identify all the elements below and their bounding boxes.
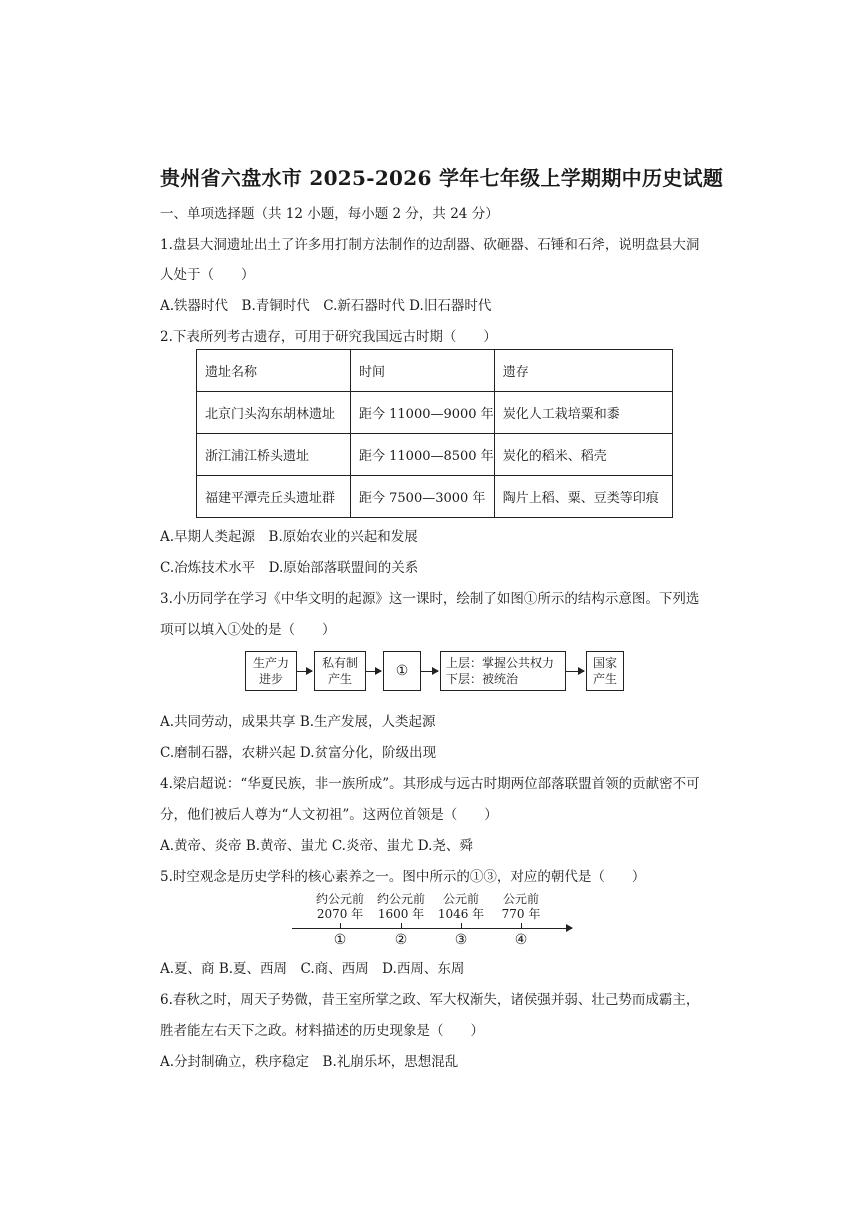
q2-options-line2: C.冶炼技术水平 D.原始部落联盟间的关系 bbox=[160, 560, 419, 576]
q6-stem-line2: 胜者能左右天下之政。材料描述的历史现象是（ ） bbox=[160, 1023, 484, 1039]
timeline-tick bbox=[340, 923, 341, 929]
flow-arrow bbox=[566, 671, 584, 672]
flow-box-private-property bbox=[314, 651, 366, 691]
timeline-label-top: 约公元前 bbox=[315, 892, 364, 906]
flow-box-state bbox=[586, 651, 624, 691]
table-row bbox=[197, 476, 673, 518]
flow-box-class-structure bbox=[440, 651, 566, 691]
q3-options-line2: C.磨制石器，农耕兴起 D.贫富分化，阶级出现 bbox=[160, 745, 437, 761]
table-cell: 福建平潭壳丘头遗址群 bbox=[197, 476, 351, 518]
timeline-label-bottom: 1046 年 bbox=[437, 907, 485, 921]
table-cell: 距今 7500—3000 年 bbox=[351, 476, 495, 518]
timeline-label-bottom: 770 年 bbox=[501, 907, 541, 921]
table-header: 遗址名称 bbox=[197, 350, 351, 392]
timeline-mark: ② bbox=[394, 932, 408, 948]
flow-box-label: 生产力 进步 bbox=[252, 656, 289, 686]
flow-box-productivity bbox=[245, 651, 297, 691]
q4-options: A.黄帝、炎帝 B.黄帝、蚩尤 C.炎帝、蚩尤 D.尧、舜 bbox=[160, 838, 473, 854]
table-header-row bbox=[197, 350, 673, 392]
timeline-label-top: 公元前 bbox=[502, 892, 539, 906]
flow-arrow bbox=[366, 671, 381, 672]
page-title: 贵州省六盘水市 2025-2026 学年七年级上学期期中历史试题 bbox=[160, 166, 724, 190]
archaeology-table bbox=[196, 349, 673, 518]
table-cell: 浙江浦江桥头遗址 bbox=[197, 434, 351, 476]
flow-box-label: 国家 产生 bbox=[592, 656, 617, 686]
flow-arrow bbox=[421, 671, 438, 672]
flow-box-label: ① bbox=[395, 663, 409, 679]
table-header: 时间 bbox=[351, 350, 495, 392]
q6-options: A.分封制确立，秩序稳定 B.礼崩乐坏，思想混乱 bbox=[160, 1054, 459, 1070]
flow-box-label: 上层：掌握公共权力 下层：被统治 bbox=[446, 656, 555, 686]
q4-stem-line2: 分，他们被后人尊为“人文初祖”。这两位首领是（ ） bbox=[160, 807, 498, 823]
q2-stem: 2.下表所列考古遗存，可用于研究我国远古时期（ ） bbox=[160, 329, 497, 345]
section-heading: 一、单项选择题（共 12 小题，每小题 2 分，共 24 分） bbox=[160, 206, 499, 222]
q1-options: A.铁器时代 B.青铜时代 C.新石器时代 D.旧石器时代 bbox=[160, 298, 492, 314]
timeline-label bbox=[305, 892, 375, 922]
table-cell: 北京门头沟东胡林遗址 bbox=[197, 392, 351, 434]
timeline-label-top: 约公元前 bbox=[376, 892, 425, 906]
q1-stem-line2: 人处于（ ） bbox=[160, 267, 255, 283]
q1-stem-line1: 1.盘县大洞遗址出土了许多用打制方法制作的边刮器、砍砸器、石锤和石斧，说明盘县大洞 bbox=[160, 237, 700, 253]
q5-stem: 5.时空观念是历史学科的核心素养之一。图中所示的①③，对应的朝代是（ ） bbox=[160, 869, 646, 885]
table-row bbox=[197, 392, 673, 434]
q4-stem-line1: 4.梁启超说：“华夏民族，非一族所成”。其形成与远古时期两位部落联盟首领的贡献密不可 bbox=[160, 776, 700, 792]
flow-box-blank bbox=[383, 651, 421, 691]
timeline-label-top: 公元前 bbox=[442, 892, 479, 906]
timeline-label-bottom: 2070 年 bbox=[316, 907, 364, 921]
timeline-label-bottom: 1600 年 bbox=[377, 907, 425, 921]
table-cell: 炭化人工栽培粟和黍 bbox=[494, 392, 672, 434]
table-cell: 距今 11000—9000 年 bbox=[351, 392, 495, 434]
q6-stem-line1: 6.春秋之时，周天子势微，昔王室所掌之政、军大权渐失，诸侯强并弱、壮己势而成霸主， bbox=[160, 992, 700, 1008]
timeline-label bbox=[486, 892, 556, 922]
flow-arrow bbox=[297, 671, 312, 672]
timeline-tick bbox=[461, 923, 462, 929]
timeline-mark: ④ bbox=[514, 932, 528, 948]
q3-stem-line2: 项可以填入①处的是（ ） bbox=[160, 622, 336, 638]
table-cell: 距今 11000—8500 年 bbox=[351, 434, 495, 476]
timeline-tick bbox=[401, 923, 402, 929]
timeline-tick bbox=[521, 923, 522, 929]
table-row bbox=[197, 434, 673, 476]
q3-options-line1: A.共同劳动，成果共享 B.生产发展，人类起源 bbox=[160, 714, 436, 730]
q2-options-line1: A.早期人类起源 B.原始农业的兴起和发展 bbox=[160, 529, 418, 545]
flow-box-label: 私有制 产生 bbox=[321, 656, 358, 686]
q3-stem-line1: 3.小历同学在学习《中华文明的起源》这一课时，绘制了如图①所示的结构示意图。下列选 bbox=[160, 591, 700, 607]
table-cell: 陶片上稻、粟、豆类等印痕 bbox=[494, 476, 672, 518]
q5-options: A.夏、商 B.夏、西周 C.商、西周 D.西周、东周 bbox=[160, 961, 465, 977]
table-header: 遗存 bbox=[494, 350, 672, 392]
timeline-mark: ① bbox=[333, 932, 347, 948]
timeline-axis bbox=[292, 928, 572, 929]
timeline-mark: ③ bbox=[454, 932, 468, 948]
table-cell: 炭化的稻米、稻壳 bbox=[494, 434, 672, 476]
